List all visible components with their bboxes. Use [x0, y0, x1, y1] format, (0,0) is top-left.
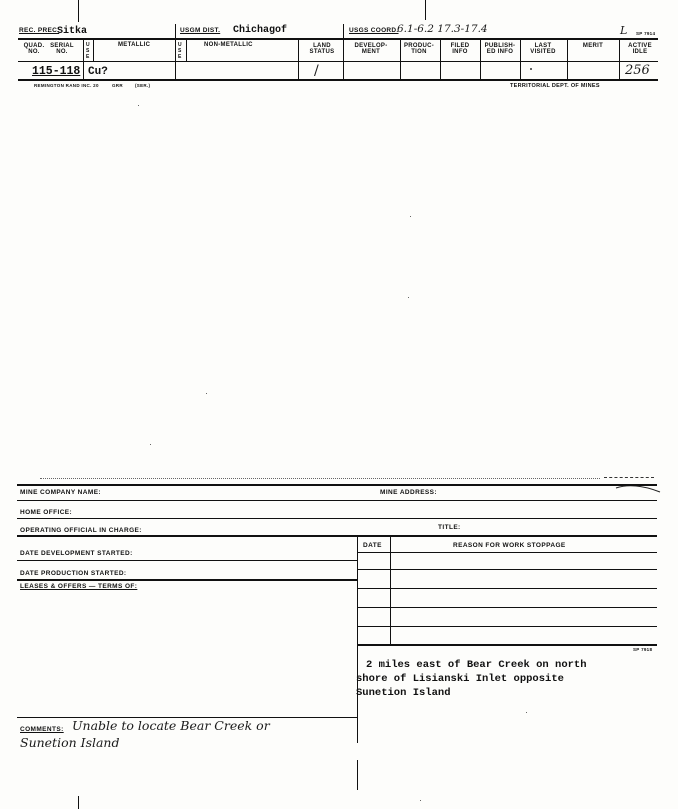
col-nonmetallic: NON-METALLIC [204, 42, 253, 48]
divider [357, 537, 358, 743]
rule [17, 500, 657, 501]
rule [357, 607, 657, 608]
mine-address-label: MINE ADDRESS: [380, 489, 437, 496]
speck [526, 712, 527, 713]
comments-line-1: Unable to locate Bear Creek or [72, 718, 270, 733]
col-last-visited: LAST VISITED [530, 43, 556, 55]
col-quad: QUAD. NO. [23, 43, 45, 55]
col-filed-info: FILED INFO [450, 43, 470, 55]
col-metallic: METALLIC [118, 42, 151, 48]
col-merit: MERIT [582, 43, 604, 49]
mine-company-label: MINE COMPANY NAME: [20, 489, 101, 496]
corner-mark: L [620, 24, 628, 37]
rule [17, 535, 657, 537]
col-production: PRODUC- TION [403, 43, 435, 55]
divider [400, 39, 401, 79]
rule [40, 478, 600, 479]
footer-code: GRR [112, 83, 123, 88]
speck [150, 444, 151, 445]
form-number: SP 7914 [636, 31, 656, 36]
footer-left: REMINGTON RAND INC. 20 [34, 83, 99, 88]
rule [357, 588, 657, 589]
rule [17, 560, 357, 561]
usgm-dist-value: Chichagof [233, 25, 288, 36]
divider [93, 39, 94, 61]
rule [18, 79, 658, 81]
scribble-mark [614, 478, 662, 496]
pencil-mark [530, 68, 532, 70]
title-label: TITLE: [438, 524, 461, 531]
divider [298, 39, 299, 79]
speck [138, 105, 139, 106]
location-line-3: Sunetion Island [356, 687, 451, 699]
rule [17, 579, 357, 581]
footer-right: TERRITORIAL DEPT. OF MINES [510, 83, 600, 89]
scan-mark [78, 0, 79, 22]
divider [480, 39, 481, 79]
prod-started-label: DATE PRODUCTION STARTED: [20, 570, 127, 577]
speck [206, 393, 207, 394]
divider [619, 39, 620, 79]
dev-started-label: DATE DEVELOPMENT STARTED: [20, 550, 133, 557]
col-published-info: PUBLISH- ED INFO [484, 43, 516, 55]
divider [440, 39, 441, 79]
location-line-1: 2 miles east of Bear Creek on north [366, 659, 587, 671]
col-use: U S E [86, 42, 90, 60]
rule [18, 61, 658, 62]
col-development: DEVELOP- MENT [354, 43, 388, 55]
quad-value: 115-118 [32, 65, 81, 78]
comments-line-2: Sunetion Island [20, 735, 120, 750]
divider [390, 537, 391, 645]
divider [567, 39, 568, 79]
usgm-dist-label: USGM DIST. [180, 27, 221, 34]
divider [175, 39, 176, 79]
comments-label: COMMENTS: [20, 726, 64, 733]
rec-prec-value: Sitka [57, 26, 88, 37]
divider [186, 39, 187, 61]
col-serial: SERIAL NO. [50, 43, 74, 55]
rule [17, 484, 657, 486]
divider [520, 39, 521, 79]
col-use: U S E [178, 42, 182, 60]
scan-mark [78, 796, 79, 809]
rule [17, 518, 657, 519]
rule [357, 644, 657, 646]
scan-mark [425, 0, 426, 20]
metallic-value: Cu? [88, 66, 108, 78]
home-office-label: HOME OFFICE: [20, 509, 73, 516]
date-col-label: DATE [363, 542, 382, 549]
land-status-value: / [314, 63, 319, 79]
speck [410, 216, 411, 217]
rec-prec-label: REC. PREC. [19, 27, 60, 34]
divider [343, 39, 344, 79]
speck [408, 297, 409, 298]
leases-label: LEASES & OFFERS — TERMS OF: [20, 583, 138, 590]
divider [357, 760, 358, 790]
usgs-coord-label: USGS COORD. [349, 27, 399, 34]
rule [357, 569, 657, 570]
reason-col-label: REASON FOR WORK STOPPAGE [453, 542, 566, 549]
rule [357, 626, 657, 627]
operating-official-label: OPERATING OFFICIAL IN CHARGE: [20, 527, 142, 534]
usgs-coord-value: 6.1-6.2 17.3-17.4 [397, 23, 488, 35]
bottom-form-number: SP 7918 [633, 647, 653, 652]
col-active-idle: ACTIVE IDLE [628, 43, 652, 55]
rule [18, 38, 658, 40]
divider [83, 39, 84, 79]
speck [420, 800, 421, 801]
footer-code: (SER.) [135, 83, 151, 88]
active-idle-value: 256 [625, 63, 650, 78]
col-land-status: LAND STATUS [309, 43, 335, 55]
location-line-2: shore of Lisianski Inlet opposite [356, 673, 564, 685]
rule [357, 552, 657, 553]
